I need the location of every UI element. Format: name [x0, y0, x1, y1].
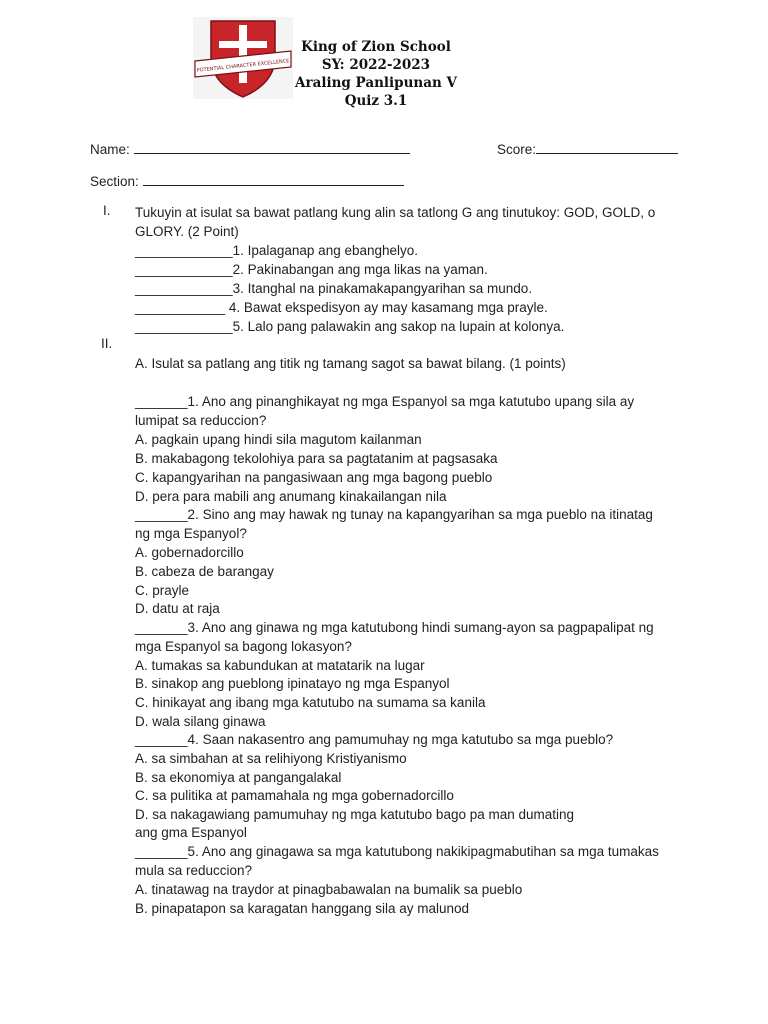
- choice-line: B. pinapatapon sa karagatan hanggang sila ay malunod: [135, 901, 469, 916]
- question-line: _______2. Sino ang may hawak ng tunay na kapangyarihan sa mga pueblo na itinatag: [135, 507, 653, 522]
- quiz-title: Quiz 3.1: [344, 93, 408, 109]
- question-line: _______1. Ano ang pinanghikayat ng mga Espanyol sa mga katutubo upang sila ay: [135, 394, 635, 409]
- part1-item: _____________3. Itanghal na pinakamakapangyarihan sa mundo.: [135, 281, 533, 296]
- choice-line: B. cabeza de barangay: [135, 564, 274, 579]
- part1-item: _____________2. Pakinabangan ang mga likas na yaman.: [135, 262, 488, 277]
- choice-line: C. prayle: [135, 583, 190, 598]
- part1-item: _____________1. Ipalaganap ang ebanghelyo.: [135, 243, 419, 258]
- name-field-row: [90, 140, 410, 157]
- section-label: Section:: [90, 174, 139, 189]
- choice-line: D. wala silang ginawa: [135, 714, 266, 729]
- question-line: mula sa reduccion?: [135, 863, 253, 878]
- question-line: ng mga Espanyol?: [135, 526, 247, 541]
- choice-line: ang gma Espanyol: [135, 825, 247, 840]
- choice-line: B. sa ekonomiya at pangangalakal: [135, 770, 342, 785]
- question-line: _______4. Saan nakasentro ang pamumuhay ng mga katutubo sa mga pueblo?: [135, 732, 614, 747]
- part1-item: ____________ 4. Bawat ekspedisyon ay may kasamang mga prayle.: [135, 300, 548, 315]
- choice-line: A. tinatawag na traydor at pinagbabawalan na bumalik sa pueblo: [135, 882, 523, 897]
- choice-line: C. kapangyarihan na pangasiwaan ang mga bagong pueblo: [135, 470, 493, 485]
- choice-line: C. sa pulitika at pamamahala ng mga gobernadorcillo: [135, 788, 454, 803]
- part1-instruction: GLORY. (2 Point): [135, 224, 239, 239]
- score-label: Score:: [497, 142, 537, 157]
- choice-line: A. tumakas sa kabundukan at matatarik na lugar: [135, 658, 425, 673]
- choice-line: A. gobernadorcillo: [135, 545, 244, 560]
- logo-motto: POTENTIAL CHARACTER EXCELLENCE: [196, 58, 290, 74]
- question-line: lumipat sa reduccion?: [135, 413, 267, 428]
- question-line: mga Espanyol sa bagong lokasyon?: [135, 639, 352, 654]
- part2-numeral: II.: [101, 336, 113, 351]
- choice-line: B. sinakop ang pueblong ipinatayo ng mga Espanyol: [135, 676, 450, 691]
- choice-line: B. makabagong tekolohiya para sa pagtatanim at pagsasaka: [135, 451, 498, 466]
- school-year: SY: 2022-2023: [321, 57, 431, 73]
- part1-item: _____________5. Lalo pang palawakin ang sakop na lupain at kolonya.: [135, 319, 565, 334]
- choice-line: A. pagkain upang hindi sila magutom kailanman: [135, 432, 422, 447]
- choice-line: D. datu at raja: [135, 601, 220, 616]
- question-line: _______5. Ano ang ginagawa sa mga katutubong nakikipagmabutihan sa mga tumakas: [135, 844, 659, 859]
- score-blank[interactable]: [536, 140, 678, 154]
- part2-instruction: A. Isulat sa patlang ang titik ng tamang sagot sa bawat bilang. (1 points): [135, 356, 566, 371]
- section-blank[interactable]: [143, 172, 404, 186]
- name-label: Name:: [90, 142, 130, 157]
- name-blank[interactable]: [134, 140, 410, 154]
- document-header: [276, 38, 476, 110]
- school-name: King of Zion School: [301, 39, 451, 55]
- choice-line: D. sa nakagawiang pamumuhay ng mga katutubo bago pa man dumating: [135, 807, 575, 822]
- choice-line: D. pera para mabili ang anumang kinakailangan nila: [135, 489, 447, 504]
- part1-instruction: Tukuyin at isulat sa bawat patlang kung alin sa tatlong G ang tinutukoy: GOD, GOLD, o: [135, 205, 656, 220]
- score-field-row: [497, 140, 678, 157]
- choice-line: C. hinikayat ang ibang mga katutubo na sumama sa kanila: [135, 695, 486, 710]
- choice-line: A. sa simbahan at sa relihiyong Kristiyanismo: [135, 751, 407, 766]
- section-field-row: [90, 172, 404, 189]
- subject-title: Araling Panlipunan V: [295, 75, 457, 91]
- part1-numeral: I.: [103, 203, 111, 218]
- question-line: _______3. Ano ang ginawa ng mga katutubong hindi sumang-ayon sa pagpapalipat ng: [135, 620, 654, 635]
